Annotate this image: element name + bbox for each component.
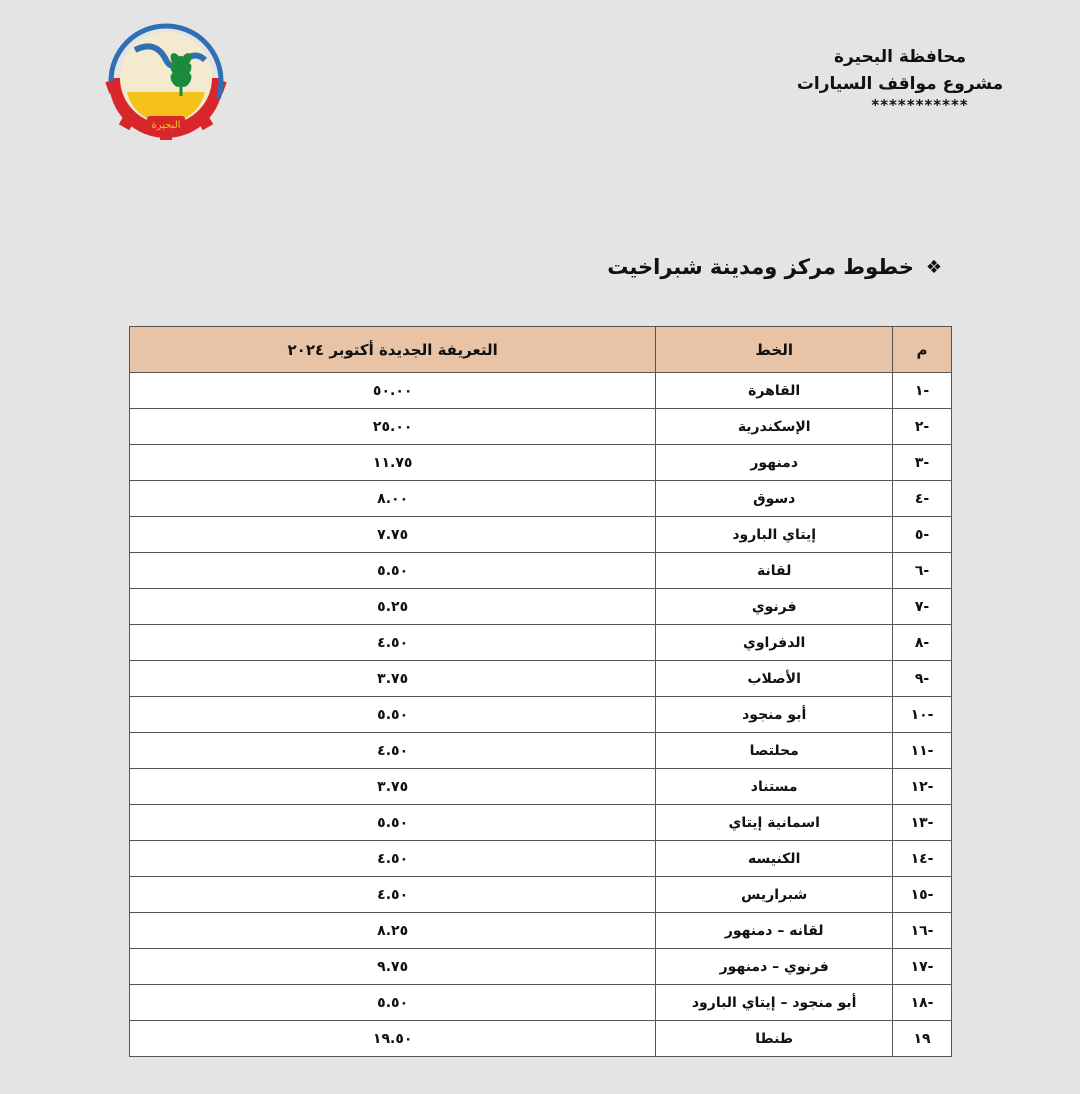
table-row [130,733,952,769]
route-name: الأصلاب [656,661,893,697]
row-number: -١٥ [893,877,952,913]
route-name: اسمانية إيتاي [656,805,893,841]
table-row [130,589,952,625]
row-number: -١٣ [893,805,952,841]
route-fare: ٥.٢٥ [130,589,656,625]
table-row [130,949,952,985]
row-number: -٢ [893,409,952,445]
route-name: مستناد [656,769,893,805]
logo-text: البحيرة [151,120,181,131]
route-fare: ٩.٧٥ [130,949,656,985]
route-fare: ٥.٥٠ [130,553,656,589]
route-fare: ٢٥.٠٠ [130,409,656,445]
route-fare: ٧.٧٥ [130,517,656,553]
row-number: -١١ [893,733,952,769]
table-row [130,841,952,877]
route-name: الدفراوي [656,625,893,661]
route-name: الكنيسه [656,841,893,877]
column-header-fare: التعريفة الجديدة أكتوبر ٢٠٢٤ [130,327,656,373]
route-fare: ٤.٥٠ [130,877,656,913]
route-name: شبراريس [656,877,893,913]
route-fare: ٥.٥٠ [130,697,656,733]
table-row [130,625,952,661]
route-name: القاهرة [656,373,893,409]
row-number: -١٢ [893,769,952,805]
column-header-number: م [893,327,952,373]
route-name: لقانة [656,553,893,589]
table-row [130,985,952,1021]
table-row [130,517,952,553]
row-number: -١ [893,373,952,409]
row-number: -٥ [893,517,952,553]
route-fare: ١١.٧٥ [130,445,656,481]
route-fare: ٥.٥٠ [130,805,656,841]
table-row [130,877,952,913]
table-row [130,409,952,445]
route-fare: ١٩.٥٠ [130,1021,656,1057]
row-number: -١٤ [893,841,952,877]
route-name: لقانه – دمنهور [656,913,893,949]
row-number: -٨ [893,625,952,661]
section-title: خطوط مركز ومدينة شبراخيت [607,255,914,279]
row-number: -٦ [893,553,952,589]
route-fare: ٤.٥٠ [130,733,656,769]
route-fare: ٣.٧٥ [130,769,656,805]
route-fare: ٤.٥٠ [130,625,656,661]
governorate-logo [105,20,227,142]
table-row [130,769,952,805]
table-row [130,481,952,517]
table-row [130,661,952,697]
route-fare: ٣.٧٥ [130,661,656,697]
row-number: ١٩ [893,1021,952,1057]
table-row [130,445,952,481]
row-number: -٧ [893,589,952,625]
row-number: -١٠ [893,697,952,733]
row-number: -٤ [893,481,952,517]
route-fare: ٨.٠٠ [130,481,656,517]
fare-table [129,326,952,1057]
route-name: فرنوي [656,589,893,625]
header-separator: *********** [871,96,969,114]
table-row [130,805,952,841]
table-row [130,553,952,589]
logo-emblem-icon [105,20,227,142]
table-row [130,1021,952,1057]
route-fare: ٤.٥٠ [130,841,656,877]
table-header-row [130,327,952,373]
section-heading [607,255,942,279]
route-fare: ٥.٥٠ [130,985,656,1021]
project-name: مشروع مواقف السيارات [796,74,1004,94]
route-name: أبو منجود [656,697,893,733]
column-header-line: الخط [656,327,893,373]
route-name: الإسكندرية [656,409,893,445]
table-row [130,697,952,733]
route-fare: ٥٠.٠٠ [130,373,656,409]
governorate-name: محافظة البحيرة [833,47,967,67]
row-number: -١٧ [893,949,952,985]
route-fare: ٨.٢٥ [130,913,656,949]
row-number: -١٨ [893,985,952,1021]
route-name: طنطا [656,1021,893,1057]
row-number: -٣ [893,445,952,481]
route-name: دسوق [656,481,893,517]
route-name: أبو منجود – إيتاي البارود [656,985,893,1021]
row-number: -١٦ [893,913,952,949]
route-name: إيتاي البارود [656,517,893,553]
table-row [130,913,952,949]
route-name: فرنوي – دمنهور [656,949,893,985]
document-header [780,44,1020,112]
row-number: -٩ [893,661,952,697]
table-row [130,373,952,409]
route-name: محلتصا [656,733,893,769]
route-name: دمنهور [656,445,893,481]
bullet-icon: ❖ [925,256,942,278]
